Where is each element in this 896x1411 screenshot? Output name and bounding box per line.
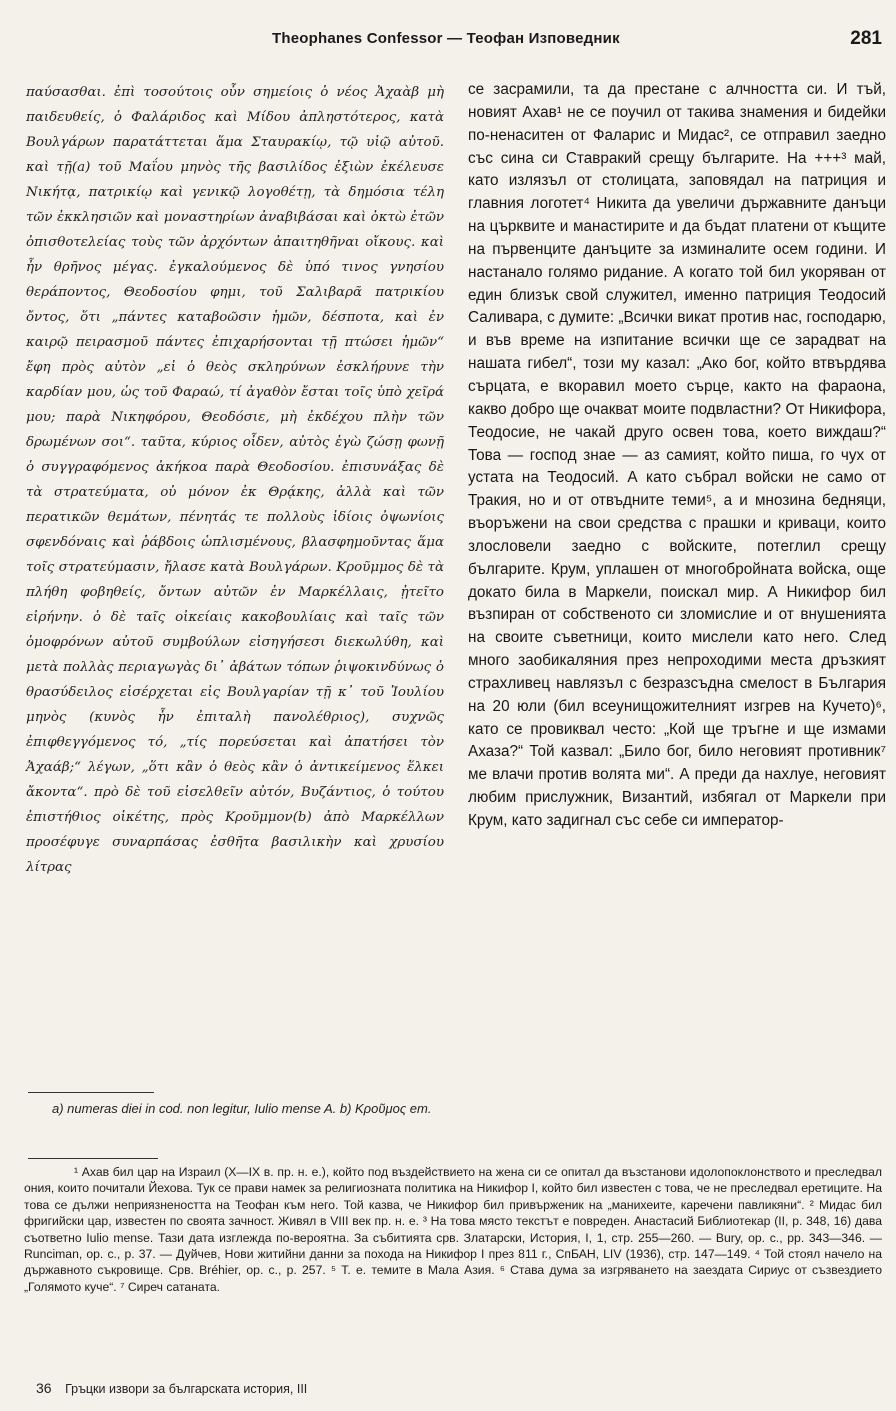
footnotes-divider	[28, 1158, 158, 1159]
bulgarian-translation-column	[468, 79, 886, 833]
page-number: 281	[850, 28, 882, 49]
bulgarian-text: се засрамили, та да престане с алчността си. И тъй, новият Ахав¹ не се поучил от такива знамения и бидейки по-ненаситен от Фаларис и Мидас², се отправил заедно със сина си Ставракий срещу българите. На +++³ май, като излязъл от столицата, заповядал на патриция и главния логотет⁴ Никита да увеличи държавните данъци на църквите и манастирите и да бъдат платени от къщите на първенците данъците за изминалите осем години. И настанало голямо ридание. А когато той бил укоряван от един близък свой служител, именно патриция Теодосий Саливара, с думите: „Всички викат против нас, господарю, и във време на изпитание всички ще се зарадват на нашата гибел“, този му казал: „Ако бог, който втвърдява сърцата, е вкоравил моето сърце, както на фараона, какво добро ще очакват моите подвластни? От Никифора, Теодосие, не чакай друго освен това, което виждаш?“ Това — господ знае — аз самият, който пиша, го чух от устата на Теодосий. А като събрал войски не само от Тракия, но и от отвъдните теми⁵, а и мнозина бедняци, въоръжени на свои средства с прашки и криваци, които злословели заедно с войските, потеглил срещу българите. Крум, уплашен от многобройната войска, още докато била в Маркели, поискал мир. А Никифор бил възпиран от собственото си зломислие и от внушенията на своите съветници, които мислели като него. След много заобикаляния през непроходими места дръзкият страхливец навлязъл с безразсъдна смелост в България на 20 юли (бил всеунищожителният изгрев на Кучето)⁶, като се провиквал често: „Кой ще тръгне и ще измами Ахаза?“ Той казвал: „Било бог, било неговият противник⁷ ме влачи против волята ми“. А преди да нахлуе, неговият любим прислужник, Византий, избягал от Маркели при Крум, като задигнал със себе си император-	[468, 81, 886, 829]
greek-text: παύσασθαι. ἐπὶ τοσούτοις οὖν σημείοις ὁ νέος Ἀχαὰβ μὴ παιδευθείς, ὁ Φαλάριδος καὶ Μίδου ἀπληστότερος, κατὰ Βουλγάρων παρατάττεται ἅμα Σταυρακίῳ, τῷ υἱῷ αὐτοῦ. καὶ τῇ(a) τοῦ Μαΐου μηνὸς τῆς βασιλίδος ἐξιὼν ἐκέλευσε Νικήτᾳ, πατρικίῳ καὶ γενικῷ λογοθέτῃ, τὰ δημόσια τέλη τῶν ἐκκλησιῶν καὶ μοναστηρίων ἀναβιβάσαι καὶ ὀκτὼ ἐτῶν ὀπισθοτελείας τοὺς τῶν ἀρχόντων ἀπαιτηθῆναι οἴκους. καὶ ἦν θρῆνος μέγας. ἐγκαλούμενος δὲ ὑπό τινος γνησίου θεράποντος, Θεοδοσίου φημι, τοῦ Σαλιβαρᾶ πατρικίου ὄντος, ὅτι „πάντες καταβοῶσιν ἡμῶν, δέσποτα, καὶ ἐν καιρῷ πειρασμοῦ πάντες ἐπιχαρήσονται τῇ πτώσει ἡμῶν“ ἔφη πρὸς αὐτὸν „εἰ ὁ θεὸς σκληρύνων ἐσκλήρυνε τὴν καρδίαν μου, ὡς τοῦ Φαραώ, τί ἀγαθὸν ἔσται τοῖς ὑπὸ χεῖρά μου; παρὰ Νικηφόρου, Θεοδόσιε, μὴ ἐκδέχου πλὴν τῶν δρωμένων σοι“. ταῦτα, κύριος οἶδεν, αὐτὸς ἐγὼ ζώσῃ φωνῇ ὁ συγγραφόμενος ἀκήκοα παρὰ Θεοδοσίου. ἐπισυνάξας δὲ τὰ στρατεύματα, οὐ μόνον ἐκ Θρᾴκης, ἀλλὰ καὶ τῶν περατικῶν θεμάτων, πένητάς τε πολλοὺς ἰδίοις ὀψωνίοις σφενδόναις καὶ ῥάβδοις ὡπλισμένους, βλασφημοῦντας ἅμα τοῖς στρατεύμασιν, ἤλασε κατὰ Βουλγάρων. Κροῦμμος δὲ τὰ πλήθη φοβηθείς, ὄντων αὐτῶν ἐν Μαρκέλλαις, ᾐτεῖτο εἰρήνην. ὁ δὲ ταῖς οἰκείαις κακοβουλίαις καὶ ταῖς τῶν ὁμοφρόνων αὐτοῦ συμβούλων εἰσηγήσεσι διεκωλύθη, καὶ μετὰ πολλὰς περιαγωγὰς δι᾽ ἀβάτων τόπων ῥιψοκινδύνως ὁ θρασύδειλος εἰσέρχεται εἰς Βουλγαρίαν τῇ κ᾽ τοῦ Ἰουλίου μηνὸς (κυνὸς ἦν ἐπιταλὴ πανολέθριος), συχνῶς ἐπιφθεγγόμενος τό, „τίς πορεύσεται καὶ ἀπατήσει τὸν Ἀχαάβ;“ λέγων, „ὅτι κἂν ὁ θεὸς κἂν ὁ ἀντικείμενος ἕλκει ἄκοντα“. πρὸ δὲ τοῦ εἰσελθεῖν αὐτόν, Βυζάντιος, ὁ τούτου ἐπιστήθιος οἰκέτης, πρὸς Κροῦμμον(b) ἀπὸ Μαρκέλλων προσέφυγε συναρπάσας ἐσθῆτα βασιλικὴν καὶ χρυσίου λίτρας	[26, 85, 444, 875]
running-title: Theophanes Confessor — Теофан Изповедник	[272, 30, 620, 47]
greek-text-column	[26, 80, 444, 880]
bottom-signature-line	[36, 1380, 307, 1396]
series-title: Гръцки извори за българската история, III	[65, 1382, 308, 1396]
apparatus-text: a) numeras diei in cod. non legitur, Iulio mense A. b) Κροῦμος em.	[52, 1101, 432, 1116]
printer-signature: 36	[36, 1380, 52, 1396]
critical-apparatus	[52, 1098, 442, 1119]
footnotes	[24, 1164, 882, 1295]
running-head	[0, 30, 896, 56]
footnotes-text: ¹ Ахав бил цар на Израил (X—IX в. пр. н. е.), който под въздействието на жена си се опитал да възстанови идолопоклонството и преследвал ония, които почитали Йехова. Тук се прави намек за религиозната политика на Никифор I, който бил известен с това, че не преследвал еретиците. На това се дължи неприязнеността на Теофан към него. Той казва, че Никифор бил привърженик на „манихеите, каречени павликяни“. ² Мидас бил фригийски цар, известен по своята зачност. Живял в VIII век пр. н. е. ³ На това място текстът е повреден. Анастасий Библиотекар (II, р. 348, 16) дава съответно Iulio mense. Тази дата изглежда по-вероятна. За събитията срв. Златарски, История, I, 1, стр. 255—260. — Bury, op. c., pp. 343—346. — Runciman, op. c., p. 37. — Дуйчев, Нови житийни данни за похода на Никифор I през 811 г., СпБАН, LIV (1936), стр. 147—149. ⁴ Той стоял начело на държавното съкровище. Срв. Bréhier, op. c., p. 257. ⁵ Т. е. темите в Мала Азия. ⁶ Става дума за изгряването на заездата Сириус от съзвездието „Голямото куче“. ⁷ Сиреч сатаната.	[24, 1165, 882, 1294]
apparatus-divider	[28, 1092, 154, 1093]
